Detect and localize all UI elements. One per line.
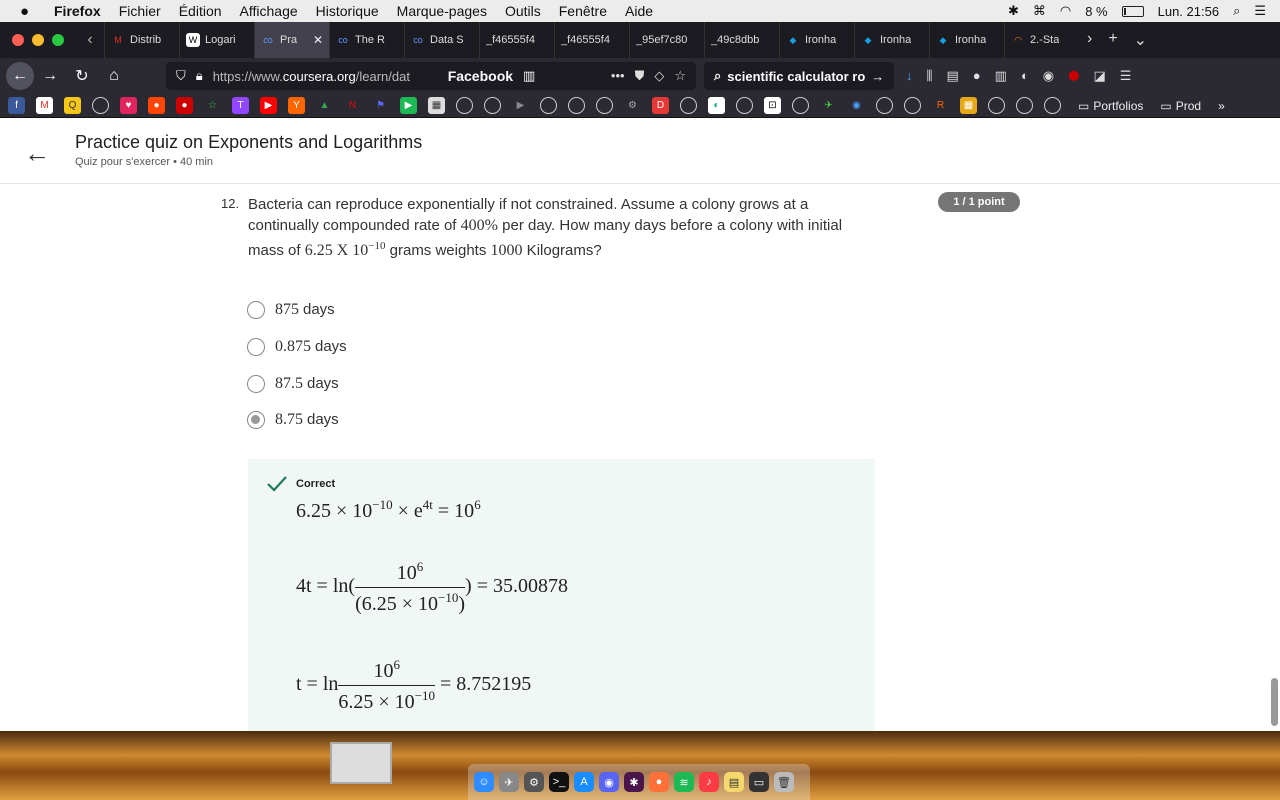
wifi-icon[interactable]: ◠ <box>1059 3 1072 18</box>
quiz-header <box>0 118 1280 184</box>
tab-favicon-icon: co <box>338 35 348 45</box>
macos-menubar <box>0 0 1280 22</box>
window-controls <box>12 34 64 46</box>
battery-percent: 8 % <box>1085 3 1108 19</box>
bookmark-icon[interactable]: ● <box>176 97 193 114</box>
globe-icon[interactable] <box>596 97 613 114</box>
folder-icon: ▭ <box>1078 98 1090 113</box>
keyboard-icon[interactable]: ⌘ <box>1032 3 1046 18</box>
bookmark-icon[interactable]: ⚑ <box>376 100 385 111</box>
radio-button[interactable] <box>247 301 265 319</box>
back-arrow-icon[interactable]: ← <box>24 138 50 168</box>
globe-icon[interactable] <box>540 97 557 114</box>
bookmark-icon[interactable]: ▦ <box>960 97 977 114</box>
equation-1: $6.25 \times 10^{-10} \times e^{4t} = 10^6$ <box>296 497 481 522</box>
menu-edition[interactable]: Édition <box>178 3 222 19</box>
slack-icon[interactable]: ✱ <box>624 772 644 792</box>
tab-label: _49c8dbb <box>711 34 760 46</box>
extension-icon[interactable]: ◐ <box>1020 68 1029 83</box>
globe-icon[interactable] <box>904 97 921 114</box>
reddit-icon[interactable]: ● <box>148 97 165 114</box>
menu-historique[interactable]: Historique <box>315 3 379 19</box>
globe-icon[interactable] <box>456 97 473 114</box>
menu-app-name[interactable]: Firefox <box>54 3 101 19</box>
bookmark-icon[interactable]: ◐ <box>708 97 725 114</box>
search-icon: ⌕ <box>714 68 722 83</box>
browser-tab[interactable] <box>1004 22 1079 58</box>
globe-icon[interactable] <box>988 97 1005 114</box>
browser-tab[interactable] <box>404 22 479 58</box>
firefox-icon[interactable]: ● <box>649 772 669 792</box>
drive-icon[interactable]: ▲ <box>319 100 330 111</box>
library-icon[interactable]: ⫼ <box>926 68 933 83</box>
browser-tab[interactable] <box>479 22 554 58</box>
url-text[interactable]: https://www.coursera.org/learn/dat <box>212 68 410 84</box>
bookmark-folder-portfolios[interactable]: ▭ Portfolios <box>1078 98 1144 113</box>
radio-button[interactable] <box>247 338 265 356</box>
close-tab-icon[interactable]: ✕ <box>312 33 323 47</box>
netflix-icon[interactable]: N <box>348 100 357 111</box>
facebook-icon[interactable]: f <box>8 97 25 114</box>
youtube-icon[interactable]: ▶ <box>260 97 277 114</box>
option-8-75-days[interactable]: 8.75 days <box>247 411 339 429</box>
menu-fichier[interactable]: Fichier <box>118 3 161 19</box>
browser-tab[interactable] <box>629 22 704 58</box>
globe-icon[interactable] <box>680 97 697 114</box>
menu-fenetre[interactable]: Fenêtre <box>558 3 607 19</box>
steam-icon[interactable]: ◉ <box>852 100 861 111</box>
tab-favicon-icon: ◆ <box>939 34 947 45</box>
option-0-875-days[interactable]: 0.875 days <box>247 338 347 356</box>
browser-tab[interactable] <box>929 22 1004 58</box>
back-button[interactable]: ← <box>6 62 34 90</box>
menu-affichage[interactable]: Affichage <box>239 3 298 19</box>
bookmark-icon[interactable]: R <box>936 100 945 111</box>
dock <box>468 764 810 800</box>
forward-button[interactable]: → <box>42 67 58 84</box>
menu-outils[interactable]: Outils <box>504 3 541 19</box>
navigation-bar <box>0 58 1280 94</box>
pocket-icon[interactable]: ⛊ <box>634 68 645 83</box>
menu-marque-pages[interactable]: Marque-pages <box>396 3 487 19</box>
equation-2: 4t = ln( $\frac{10^6}{(6.25 \times 10^{-10})}$ ) = 35.00878 <box>296 559 568 615</box>
shield-icon[interactable]: ⛉ <box>176 68 186 83</box>
tab-scroll-right-icon[interactable]: › <box>1087 30 1093 47</box>
tab-scroll-left-icon[interactable]: ‹ <box>87 31 93 48</box>
tab-label: Data S <box>430 34 464 46</box>
radio-button[interactable] <box>247 375 265 393</box>
reload-button[interactable]: ↻ <box>75 68 89 85</box>
tab-label: 2.-Sta <box>1030 34 1060 46</box>
ublock-icon[interactable]: ⬢ <box>1068 68 1080 83</box>
tab-favicon-icon: M <box>114 35 122 45</box>
discord-icon[interactable]: ◉ <box>599 772 619 792</box>
tab-label: Ironha <box>805 34 837 46</box>
browser-tab[interactable] <box>179 22 254 58</box>
tab-label: Ironha <box>955 34 987 46</box>
system-preferences-icon[interactable]: ⚙ <box>524 772 544 792</box>
browser-tab[interactable] <box>329 22 404 58</box>
page-actions-icon[interactable]: ••• <box>610 68 625 83</box>
bookmark-icon[interactable]: D <box>652 97 669 114</box>
tab-label: Logari <box>205 34 236 46</box>
star-icon[interactable]: ☆ <box>208 100 217 111</box>
terminal-icon[interactable]: >_ <box>549 772 569 792</box>
minimize-window-button[interactable] <box>32 34 44 46</box>
extension-icon[interactable]: ◪ <box>1093 68 1106 83</box>
clock[interactable]: Lun. 21:56 <box>1157 3 1220 19</box>
radio-button-selected[interactable] <box>247 411 265 429</box>
close-window-button[interactable] <box>12 34 24 46</box>
hackernews-icon[interactable]: Y <box>288 97 305 114</box>
extension-icon[interactable]: ▥ <box>994 68 1007 83</box>
tab-favicon-icon: co <box>413 35 423 45</box>
tab-favicon-icon: co <box>263 35 273 45</box>
page-scrollbar[interactable] <box>1271 678 1278 726</box>
notes-icon[interactable]: ▤ <box>724 772 744 792</box>
app-store-icon[interactable]: A <box>574 772 594 792</box>
checkmark-icon <box>266 473 288 495</box>
tab-label: _f46555f4 <box>486 34 535 46</box>
tab-label: Pra <box>280 34 298 46</box>
feedback-status: Correct <box>296 478 336 490</box>
feedback-panel <box>248 459 875 731</box>
search-bar[interactable] <box>704 62 894 90</box>
tab-list-dropdown-icon[interactable]: ⌄ <box>1133 32 1148 49</box>
option-87-5-days[interactable]: 87.5 days <box>247 375 339 393</box>
bookmark-folder-prod[interactable]: ▭ Prod <box>1160 98 1202 113</box>
browser-tab[interactable] <box>104 22 179 58</box>
facebook-container-icon[interactable]: ▥ <box>523 68 536 83</box>
page-title: Practice quiz on Exponents and Logarithms <box>75 132 423 152</box>
globe-icon[interactable] <box>876 97 893 114</box>
tab-favicon-icon: W <box>186 33 200 47</box>
tab-label: The R <box>355 34 385 46</box>
tab-favicon-icon: ◆ <box>864 34 872 45</box>
bookmarks-bar <box>0 94 1280 118</box>
search-go-icon[interactable]: → <box>871 68 885 84</box>
play-icon[interactable]: ▶ <box>400 97 417 114</box>
launchpad-icon[interactable]: ✈ <box>499 772 519 792</box>
tab-list <box>104 22 1079 58</box>
points-badge: 1 / 1 point <box>938 192 1020 212</box>
play-icon[interactable]: ▶ <box>516 100 525 111</box>
tab-label: _95ef7c80 <box>636 34 688 46</box>
lock-icon[interactable]: 🔒︎ <box>195 68 203 83</box>
equation-3: t = ln $\frac{10^6}{6.25 \times 10^{-10}}$ = 8.752195 <box>296 657 532 713</box>
music-icon[interactable]: ♪ <box>699 772 719 792</box>
page-content <box>0 118 1280 731</box>
bookmarks-overflow-icon[interactable]: » <box>1218 98 1225 113</box>
trash-icon[interactable]: 🗑︎ <box>774 772 794 792</box>
question-number: 12. <box>221 196 240 211</box>
globe-icon[interactable] <box>792 97 809 114</box>
tab-label: _f46555f4 <box>561 34 610 46</box>
tab-label: Ironha <box>880 34 912 46</box>
gmail-icon[interactable]: M <box>36 97 53 114</box>
globe-icon[interactable] <box>568 97 585 114</box>
browser-tab[interactable] <box>854 22 929 58</box>
page-title-overlay: Facebook <box>447 68 514 84</box>
browser-tab[interactable] <box>704 22 779 58</box>
apple-icon[interactable]: ● <box>20 2 30 20</box>
bookmark-icon[interactable]: ✈ <box>824 100 833 111</box>
control-center-icon[interactable]: ☰ <box>1254 3 1266 18</box>
tab-strip <box>0 22 1280 58</box>
browser-tab[interactable] <box>254 22 329 58</box>
bookmark-icon[interactable]: ⚙ <box>628 100 637 111</box>
finder-icon[interactable]: ☺ <box>474 772 494 792</box>
globe-icon[interactable] <box>736 97 753 114</box>
search-text[interactable]: scientific calculator ro <box>727 68 866 84</box>
bookmark-star-icon[interactable]: ☆ <box>674 68 686 83</box>
home-button[interactable]: ⌂ <box>109 67 119 84</box>
menu-aide[interactable]: Aide <box>625 3 654 19</box>
tab-label: Distrib <box>130 34 162 46</box>
minimized-window-thumbnail[interactable] <box>330 742 392 784</box>
sidebar-icon[interactable]: ▤ <box>946 68 959 83</box>
browser-tab[interactable] <box>779 22 854 58</box>
tab-favicon-icon: ◆ <box>789 34 797 45</box>
zoom-window-button[interactable] <box>52 34 64 46</box>
browser-tab[interactable] <box>554 22 629 58</box>
account-icon[interactable]: ● <box>972 68 981 83</box>
battery-icon[interactable] <box>1122 6 1144 17</box>
bookmark-icon[interactable]: ▦ <box>428 97 445 114</box>
tag-icon[interactable]: ◇ <box>654 68 665 83</box>
new-tab-icon[interactable]: + <box>1108 30 1118 47</box>
pocket-bookmark-icon[interactable]: ♥ <box>120 97 137 114</box>
spotlight-icon[interactable]: ⌕ <box>1233 3 1241 18</box>
menu-icon[interactable]: ☰ <box>1119 68 1132 83</box>
question-text: Bacteria can reproduce exponentially if not constrained. Assume a colony grows at a continually compounded rate of 400% per day. How many days before a colony with initial mass of 6.25 X $10^{-10}$ grams weights 1000 Kilograms? <box>248 196 843 259</box>
bookmark-icon[interactable]: Q <box>64 97 81 114</box>
folder-icon[interactable]: ▭ <box>749 772 769 792</box>
twitch-icon[interactable]: T <box>232 97 249 114</box>
url-bar[interactable] <box>166 62 696 90</box>
globe-icon[interactable] <box>1044 97 1061 114</box>
globe-icon[interactable] <box>92 97 109 114</box>
option-875-days[interactable]: 875 days <box>247 301 335 319</box>
extension-icon[interactable]: ◉ <box>1042 68 1055 83</box>
page-subtitle: Quiz pour s'exercer • 40 min <box>75 156 214 168</box>
downloads-icon[interactable]: ↓ <box>906 68 913 83</box>
globe-icon[interactable] <box>484 97 501 114</box>
tab-favicon-icon: ◠ <box>1014 34 1022 45</box>
globe-icon[interactable] <box>1016 97 1033 114</box>
spotify-icon[interactable]: ≋ <box>674 772 694 792</box>
folder-icon: ▭ <box>1160 98 1172 113</box>
bookmark-icon[interactable]: ⊡ <box>764 97 781 114</box>
bluetooth-icon[interactable]: ✱ <box>1007 3 1019 18</box>
